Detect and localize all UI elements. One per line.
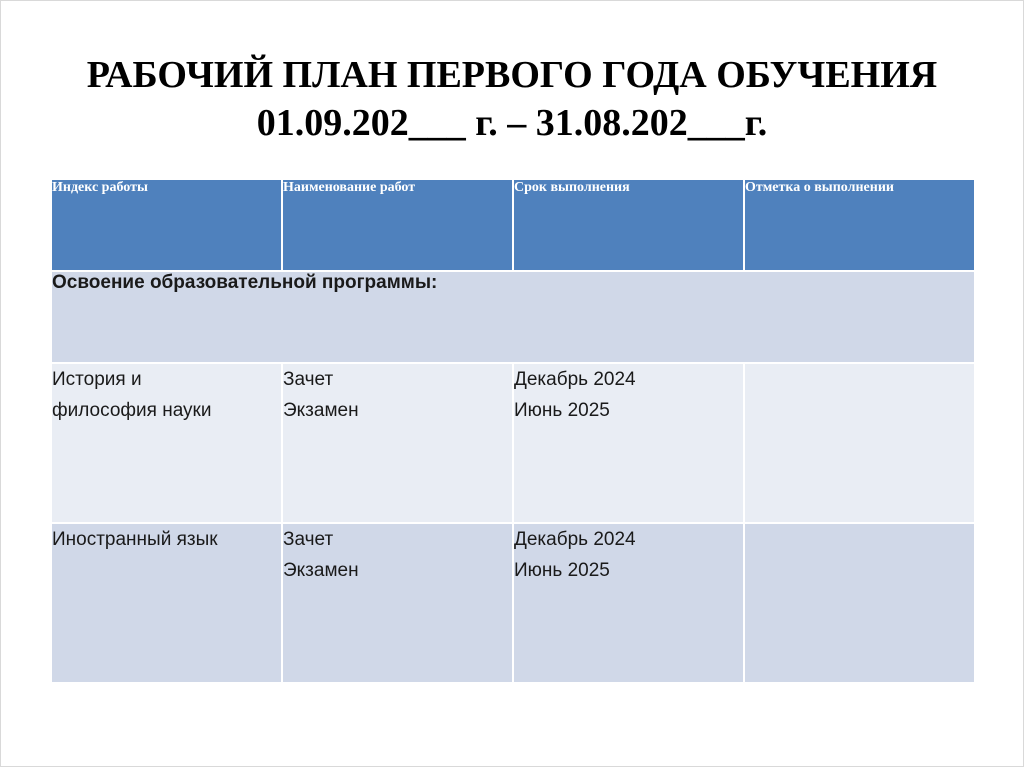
- table-row: [51, 363, 975, 523]
- deadline-item: Декабрь 2024: [514, 529, 636, 550]
- page-title: [1, 51, 1023, 147]
- header-deadline: Срок выполнения: [513, 179, 744, 271]
- section-row: [51, 271, 975, 363]
- work-item: Экзамен: [283, 400, 359, 421]
- subject-line: Иностранный язык: [52, 529, 218, 550]
- work-plan-table: [50, 178, 976, 684]
- table-header-row: [51, 179, 975, 271]
- cell-deadline: [513, 523, 744, 683]
- cell-completion-mark: [744, 523, 975, 683]
- header-work-index: Индекс работы: [51, 179, 282, 271]
- table-row: [51, 523, 975, 683]
- cell-subject: [51, 363, 282, 523]
- cell-work: [282, 363, 513, 523]
- cell-subject: [51, 523, 282, 683]
- title-line-2: 01.09.202___ г. – 31.08.202___г.: [256, 102, 768, 144]
- deadline-item: Июнь 2025: [514, 560, 610, 581]
- deadline-item: Декабрь 2024: [514, 369, 636, 390]
- work-item: Экзамен: [283, 560, 359, 581]
- work-item: Зачет: [283, 529, 334, 550]
- deadline-item: Июнь 2025: [514, 400, 610, 421]
- subject-line: философия науки: [52, 400, 212, 421]
- cell-deadline: [513, 363, 744, 523]
- subject-line: История и: [52, 369, 142, 390]
- cell-completion-mark: [744, 363, 975, 523]
- title-line-1: РАБОЧИЙ ПЛАН ПЕРВОГО ГОДА ОБУЧЕНИЯ: [86, 54, 938, 96]
- cell-work: [282, 523, 513, 683]
- header-work-name: Наименование работ: [282, 179, 513, 271]
- section-title: Освоение образовательной программы:: [51, 271, 975, 363]
- header-completion-mark: Отметка о выполнении: [744, 179, 975, 271]
- work-item: Зачет: [283, 369, 334, 390]
